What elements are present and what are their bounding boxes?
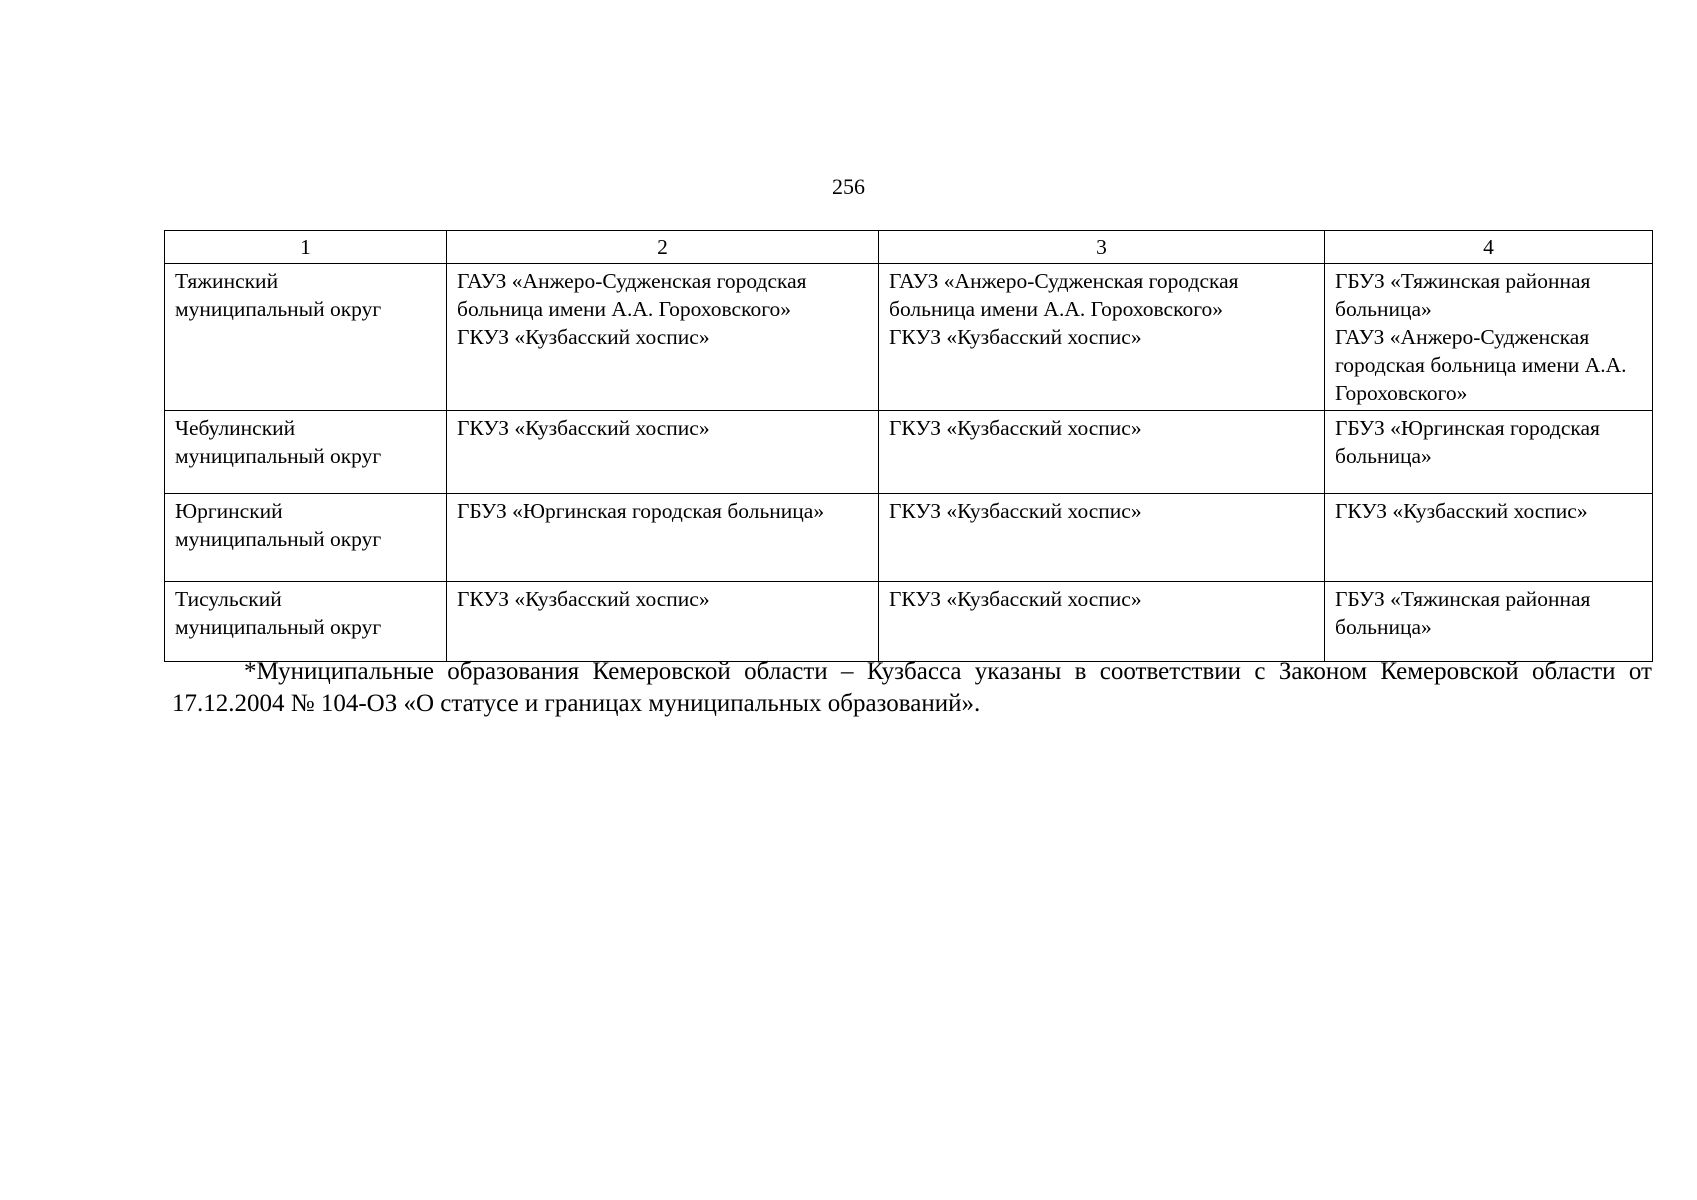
institution-cell: ГБУЗ «Тяжинская районная больница» [1325,582,1653,662]
institution-cell: ГКУЗ «Кузбасский хоспис» [879,582,1325,662]
institution-cell: ГАУЗ «Анжеро-Судженская городская больница имени А.А. Гороховского» ГКУЗ «Кузбасский хоспис» [447,264,879,411]
footnote-text: *Муниципальные образования Кемеровской области – Кузбасса указаны в соответствии с Законом Кемеровской области от 17.12.2004 № 104-ОЗ «О статусе и границах муниципальных образований». [172,658,1652,717]
institutions-table [164,230,1653,662]
table-row [165,494,1653,582]
institution-cell: ГБУЗ «Юргинская городская больница» [1325,411,1653,494]
table-header-row [165,231,1653,264]
institution-cell: ГКУЗ «Кузбасский хоспис» [447,582,879,662]
footnote [172,656,1652,720]
column-header: 3 [879,231,1325,264]
municipality-cell: Чебулинский муниципальный округ [165,411,447,494]
institution-cell: ГБУЗ «Юргинская городская больница» [447,494,879,582]
municipality-cell: Тисульский муниципальный округ [165,582,447,662]
institution-cell: ГКУЗ «Кузбасский хоспис» [447,411,879,494]
column-header: 1 [165,231,447,264]
municipality-cell: Юргинский муниципальный округ [165,494,447,582]
column-header: 2 [447,231,879,264]
table-row [165,264,1653,411]
institution-cell: ГАУЗ «Анжеро-Судженская городская больница имени А.А. Гороховского» ГКУЗ «Кузбасский хоспис» [879,264,1325,411]
municipality-cell: Тяжинский муниципальный округ [165,264,447,411]
institution-cell: ГКУЗ «Кузбасский хоспис» [1325,494,1653,582]
table-row [165,582,1653,662]
institution-cell: ГКУЗ «Кузбасский хоспис» [879,411,1325,494]
institution-cell: ГБУЗ «Тяжинская районная больница» ГАУЗ «Анжеро-Судженская городская больница имени А.А. Гороховского» [1325,264,1653,411]
institution-cell: ГКУЗ «Кузбасский хоспис» [879,494,1325,582]
page-number: 256 [832,174,865,199]
table-row [165,411,1653,494]
column-header: 4 [1325,231,1653,264]
